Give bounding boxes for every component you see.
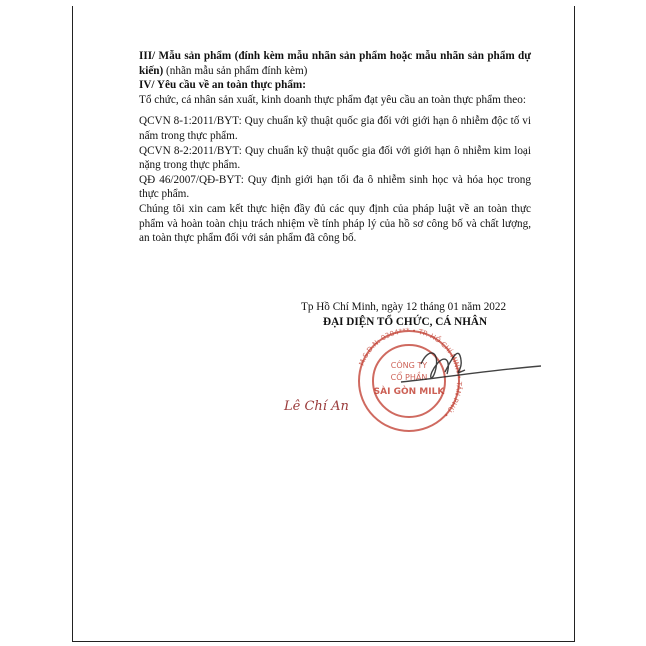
regulation-item: QCVN 8-2:2011/BYT: Quy chuẩn kỹ thuật quốc gia đối với giới hạn ô nhiễm kim loại nặng trong thực phẩm. [139, 144, 531, 172]
section-4-intro: Tổ chức, cá nhân sản xuất, kinh doanh thực phẩm đạt yêu cầu an toàn thực phẩm theo: [139, 93, 526, 106]
svg-text:SÀI GÒN MILK: SÀI GÒN MILK [373, 387, 445, 397]
regulation-item: QĐ 46/2007/QĐ-BYT: Quy định giới hạn tối đa ô nhiễm sinh học và hóa học trong thực phẩm. [139, 173, 531, 201]
section-3-heading-note: (nhãn mẫu sản phẩm đính kèm) [163, 64, 308, 77]
section-3-heading [139, 49, 531, 78]
company-stamp-and-signature [341, 326, 541, 436]
signature-date-line: Tp Hồ Chí Minh, ngày 12 tháng 01 năm 2022 [301, 301, 507, 313]
regulation-item: QCVN 8-1:2011/BYT: Quy chuẩn kỹ thuật quốc gia đối với giới hạn ô nhiễm độc tố vi nấm trong thực phẩm. [139, 115, 531, 142]
svg-text:CỔ PHẦN: CỔ PHẦN [390, 373, 428, 382]
svg-text:M.S.D.N: 0304*** • TP. HỒ CHÍ: M.S.D.N: 0304*** • TP. HỒ CHÍ MINH • TÂN PHÚ • [357, 326, 464, 419]
commitment-paragraph: Chúng tôi xin cam kết thực hiện đầy đủ các quy định của pháp luật về an toàn thực phẩm và hoàn toàn chịu trách nhiệm về tính pháp lý của hồ sơ công bố và chất lượng, an toàn thực phẩm đối với sản phẩm đã công bố. [139, 202, 531, 245]
stamp-icon [341, 326, 541, 436]
svg-text:CÔNG TY: CÔNG TY [390, 361, 428, 370]
document-body [139, 49, 531, 246]
signature-role: ĐẠI DIỆN TỔ CHỨC, CÁ NHÂN [323, 316, 488, 328]
document-page [72, 6, 575, 642]
section-3-heading-bold: III/ Mẫu sản phẩm (đính kèm mẫu nhãn sản phẩm hoặc mẫu nhãn sản phẩm dự kiến) [139, 50, 531, 77]
section-4-heading: IV/ Yêu cầu về an toàn thực phẩm: [139, 79, 306, 92]
signer-name: Lê Chí An [284, 399, 349, 414]
